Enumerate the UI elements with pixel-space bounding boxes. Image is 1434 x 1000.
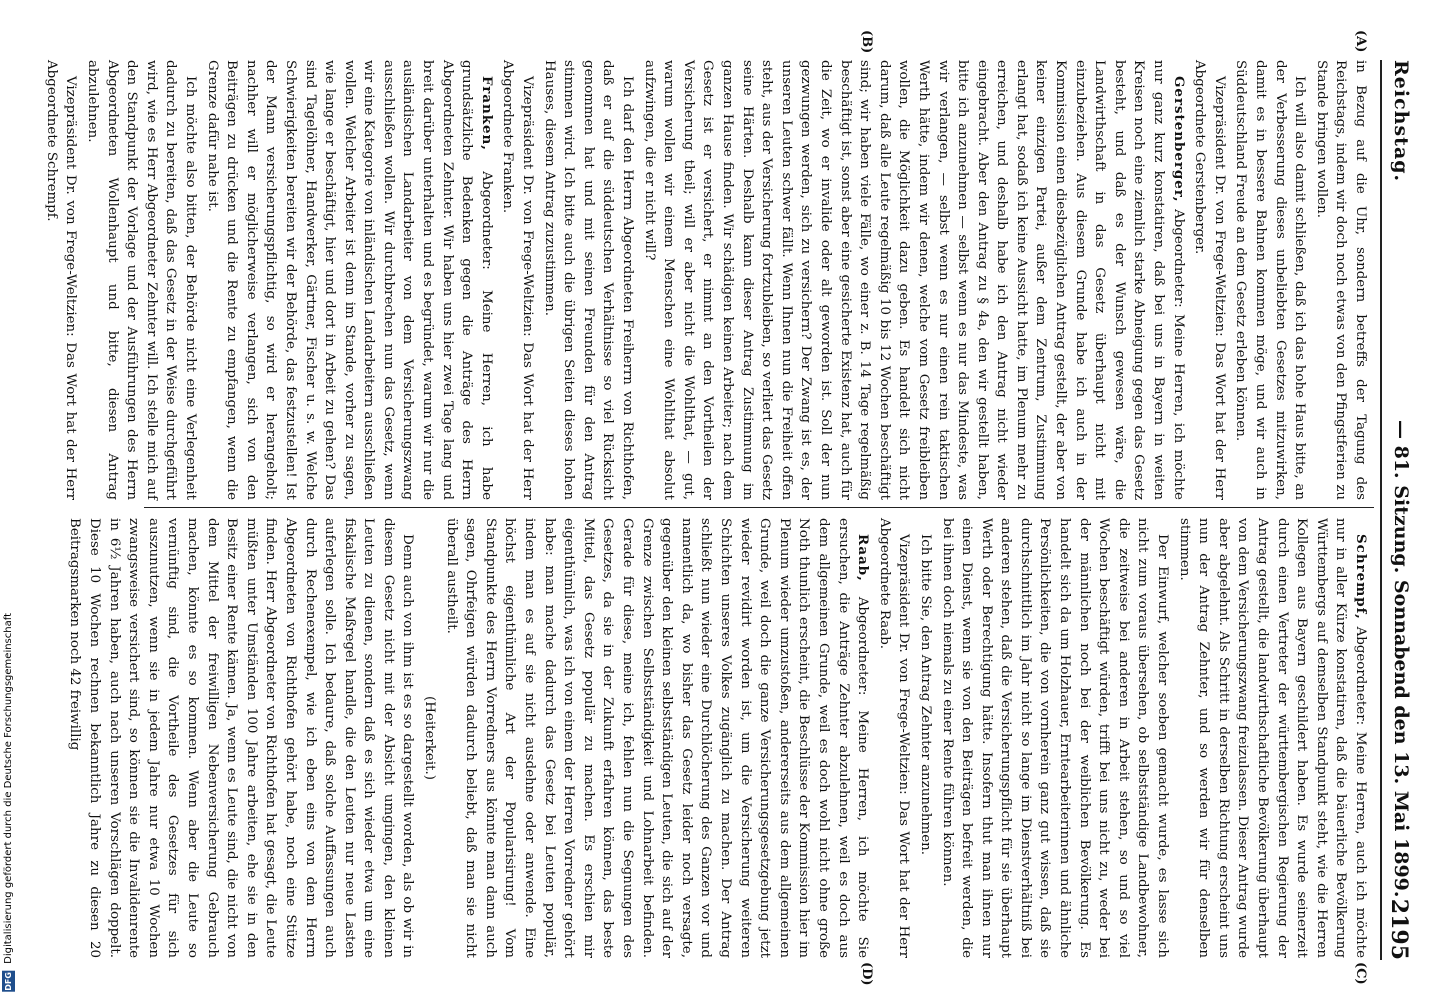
page-header xyxy=(1380,60,1412,960)
speaker-name: Raab, xyxy=(855,534,872,582)
header-title: Reichstag. xyxy=(1390,60,1412,183)
paragraph-text: Vizepräsident Dr. von Frege-Weltzien: Das Wort hat der Herr Abgeordnete Franken. xyxy=(500,60,536,500)
dfg-logo: DFG xyxy=(4,972,13,991)
left-column xyxy=(43,60,1370,500)
speaker-name: Gerstenberger, xyxy=(1170,76,1187,203)
paragraph-text: Abgeordneter: Meine Herren, ich habe grundsätzliche Bedenken gegen die Anträge des Herrn Abgeordneten Zehnter. Wir haben uns hier zwei Tage lang und breit darüber unterhalten und es begründet, warum wir nur die ausländischen Landarbeiter von dem Versicherungszwang ausschließen wollen. Wir durchbrechen nun das Gesetz, wenn wir eine Kategorie von inländischen Landarbeitern ausschließen wollen. Welcher Arbeiter ist denn im Stande, vorher zu sagen, wie lange er beschäftigt, hier und dort in Arbeit zu gehen? Das sind Tagelöhner, Handwerker, Gärtner, Fischer u. s. w. Welche Schwierigkeiten bereiten wir der Behörde, das festzustellen! Ist der Mann versicherungspflichtig, so wird er herangeholt; nachher will er möglicherweise verlangen, sich von den Beiträgen zu drücken und die Rente zu empfangen, wenn die Grenze dafür nahe ist. xyxy=(204,60,494,500)
paragraph xyxy=(41,60,80,500)
right-column xyxy=(67,518,1370,958)
paragraph-text: Vizepräsident Dr. von Frege-Weltzien: Das Wort hat der Herr Abgeordnete Raab. xyxy=(876,518,912,958)
stage-direction xyxy=(420,518,440,958)
margin-marker-d: (D) xyxy=(859,962,874,986)
paragraph-text: (Heiterkeit.) xyxy=(422,696,438,780)
column-divider xyxy=(144,507,1374,508)
speaker-name: Franken, xyxy=(478,76,495,151)
paragraph-text: Ich möchte also bitten, der Behörde nicht eine Verlegenheit dadurch zu bereiten, daß das Gesetz in der Weise durchgeführt wird, wie es Herr Abgeordneter Zehnter will. Ich stelle mich auf den Standpunkt der Vorlage und der Ausführungen des Herrn Abgeordneten Wollenhaupt und bitte, diesen Antrag abzulehnen. xyxy=(85,60,198,500)
paragraph xyxy=(1231,60,1309,500)
margin-marker-c: (C) xyxy=(1353,962,1368,985)
paragraph xyxy=(539,60,637,500)
paragraph xyxy=(1190,60,1229,500)
paragraph xyxy=(874,518,913,958)
paragraph-text: Vizepräsident Dr. von Frege-Weltzien: Das Wort hat der Herr Abgeordnete Gerstenberger. xyxy=(1192,60,1227,500)
paragraph-text: Abgeordneter: Meine Herren, ich möchte nur ganz kurz konstatiren, daß bei uns in Bayern in weiten Kreisen noch eine ziemlich starke Abneigung gegen das Gesetz besteht, und daß es der Wunsch gewesen wäre, die Landwirthschaft in das Gesetz überhaupt nicht mit einzubeziehen. Aus diesem Grunde habe ich auch in der Kommission einen diesbezüglichen Antrag gestellt, der aber von keiner einzigen Partei, außer dem Zentrum, Zustimmung erlangt hat, sodaß ich keine Aussicht hatte, im Plenum mehr zu erreichen, und deshalb habe ich den Antrag nicht wieder eingebracht. Aber den Antrag zu § 4a, den wir gestellt haben, bitte ich anzunehmen — selbst wenn es nur das Mindeste, was wir verlangen, — selbst wenn es nur einen rein taktischen Werth hätte, indem wir denen, welche vom Gesetz freibleiben wollen, die Möglichkeit dazu geben. Es handelt sich nicht darum, daß alle Leute regelmäßig 10 bis 12 Wochen beschäftigt sind; wir haben viele Fälle, wo einer z. B. 14 Tage regelmäßig beschäftigt ist, sonst aber eine gesicherte Existenz hat, auch für die Zeit, wo er invalide oder alt geworden ist. Soll der nun gezwungen werden, sich zu versichern? Der Zwang ist es, der unseren Leuten schwer fällt. Wenn Ihnen nun die Freiheit offen steht, aus der Versicherung fortzubleiben, so verliert das Gesetz seine Härten. Deshalb kann dieser Antrag Zustimmung im ganzen Hause finden. Wir schädigen keinen Arbeiter; nach dem Gesetz ist er versichert, er nimmt an den Vortheilen der Versicherung theil; will er aber nicht die Wohlthat, — gut, warum wollen wir einem Menschen eine Wohlthat absolut aufzwingen, die er nicht will? xyxy=(641,60,1186,500)
paragraph-text: Vizepräsident Dr. von Frege-Weltzien: Das Wort hat der Herr Abgeordnete Schrempf. xyxy=(43,60,79,500)
paragraph-text: in Bezug auf die Uhr, sondern betreffs der Tagung des Reichstags, indem wir doch noch etwas von den Pfingstferien zu Stande bringen wollen. xyxy=(1313,60,1368,500)
paragraph xyxy=(915,518,935,958)
credit-text: Digitalisierung gefördert durch die Deutsche Forschungsgemeinschaft xyxy=(3,613,14,965)
margin-marker-a: (A) xyxy=(1353,30,1368,53)
speaker-name: Schrempf, xyxy=(1353,534,1369,620)
paragraph xyxy=(498,60,537,500)
paragraph xyxy=(1311,60,1370,500)
paragraph-text: Abgeordneter: Meine Herren, ich möchte Sie ersuchen, die Anträge Zehnter abzulehnen, weil es doch aus dem allgemeinen Grunde, weil es doch wohl nicht ohne große Noth thunlich erscheint, die Beschlüsse der Kommission hier im Plenum wieder umzustoßen, andererseits aus dem allgemeinen Grunde, weil doch die ganze Versicherungsgesetzgebung jetzt wieder revidirt worden ist, um die Versicherung weiteren Schichten unseres Volkes zugänglich zu machen. Der Antrag schließt nun wieder eine Durchlöcherung des Ganzen vor und namentlich da, wo bisher das Gesetz leider noch versagte, gegenüber den kleinen selbstständigen Leuten, die sich auf der Grenze zwischen Selbstständigkeit und Lohnarbeit befinden. Gerade für diese, meine ich, fehlen nun die Segnungen des Gesetzes, da sie in der Zukunft erfahren können, das beste Mittel, das Gesetz populär zu machen. Es erschien mir eigenthümlich, was ich von einem der Herren Vorredner gehört habe: man mache dadurch das Gesetz bei Leuten populär, indem man es auf sie nicht ausdehne oder anwende. Eine höchst eigenthümliche Art der Popularisirung! Vom Standpunkte des Herrn Vorredners aus könnte man dann auch sagen, Ohrfeigen würden dadurch beliebt, daß man sie nicht überall austheilt. xyxy=(443,518,871,958)
paragraph-text: Der Einwurf, welcher soeben gemacht wurde, es lasse sich nicht zum voraus übersehen, ob selbstständige Landbewohner, die zeitweise bei anderen in Arbeit stehen, so und so viel Wochen beschäftigt würden, trifft bei uns nicht zu, weder bei der männlichen noch bei der weiblichen Bevölkerung. Es handelt sich da um Holzhauer, Erntearbeiterinnen und ähnliche Persönlichkeiten, die von vornherein ganz gut wissen, daß sie durchschnittlich im Jahr nicht so lange im Dienstverhältniß bei anderen stehen, daß die Versicherungspflicht für sie überhaupt Werth oder Berechtigung hätte. Insofern thut man ihnen nur einen Dienst, wenn sie von den Beiträgen befreit werden, die bei ihnen doch niemals zu einer Rente führen können. xyxy=(939,518,1171,958)
header-session: — 81. Sitzung. Sonnabend den 13. Mai 1899. xyxy=(1390,420,1412,898)
paragraph-text: Denn auch von ihm ist es so dargestellt worden, als ob wir in diesem Gesetz nicht mit der Absicht umgingen, den kleinen Leuten zu dienen, sondern daß es sich wieder etwa um eine fiskalische Maßregel handle, die den Leuten nur neue Lasten auferlegen solle. Ich bedaure, daß solche Auffassungen auch durch Rechenexempel, wie ich eben eins von dem Herrn Abgeordneten von Richthofen gehört habe, noch eine Stütze finden. Herr Abgeordneter von Richthofen hat gesagt, die Leute müßten unter Umständen 100 Jahre arbeiten, ehe sie in den Besitz einer Rente kämen. Ja, wenn es Leute sind, die nicht von dem Mittel der freiwilligen Nebenversicherung Gebrauch machen, könnte es so kommen. Wenn aber die Leute so vernünftig sind, die Vortheile des Gesetzes für sich auszunutzen, wenn sie in jedem Jahre nur etwa 10 Wochen zwangsweise versichert sind, so können sie die Invalidenrente in 6½ Jahren haben, auch nach unseren Vorschlägen doppelt. Diese 10 Wochen rechnen bekanntlich Jahre zu diesen 20 Beitragsmarken noch 42 freiwillig xyxy=(67,518,416,958)
paragraph xyxy=(202,60,496,500)
paragraph-text: Ich darf den Herrn Abgeordneten Freiherrn von Richthofen, daß er auf die süddeutschen Verhältnisse so viel Rücksicht genommen hat und mit seinen Freunden für den Antrag stimmen wird. Ich bitte auch die übrigen Seiten dieses hohen Hauses, diesem Antrag zuzustimmen. xyxy=(541,60,636,500)
paragraph xyxy=(82,60,200,500)
margin-marker-b: (B) xyxy=(859,30,874,54)
paragraph-text: Ich bitte Sie, den Antrag Zehnter anzunehmen. xyxy=(917,534,933,856)
paragraph-text: Ich will also damit schließen, daß ich das hohe Haus bitte, an der Verbesserung dieses unbeliebten Gesetzes mitzuwirken, damit es in bessere Bahnen kommen möge, und wir auch in Süddeutschland Freude an dem Gesetz erleben können. xyxy=(1233,60,1308,500)
paragraph xyxy=(639,60,1188,500)
paragraph xyxy=(65,518,418,958)
paragraph xyxy=(937,518,1172,958)
document-page xyxy=(43,0,1434,1000)
paragraph xyxy=(441,518,872,958)
paragraph-text: Abgeordneter: Meine Herren, auch ich möchte nur in aller Kürze konstatiren, daß die bäuerliche Bevölkerung Württembergs auf demselben Standpunkt steht, wie die Herren Kollegen aus Bayern geschildert haben. Es wurde seinerzeit durch einen Vertreter der württembergischen Regierung der Antrag gestellt, die landwirthschaftliche Bevölkerung überhaupt von dem Versicherungszwang freizulassen. Dieser Antrag wurde aber abgelehnt. Als Schritt in derselben Richtung erscheint uns nun der Antrag Zehnter, und so werden wir für denselben stimmen. xyxy=(1176,518,1368,958)
side-credit-strip xyxy=(0,0,18,1000)
digitization-credit xyxy=(2,613,15,992)
page-number: 2195 xyxy=(1386,898,1412,960)
paragraph xyxy=(1174,518,1370,958)
